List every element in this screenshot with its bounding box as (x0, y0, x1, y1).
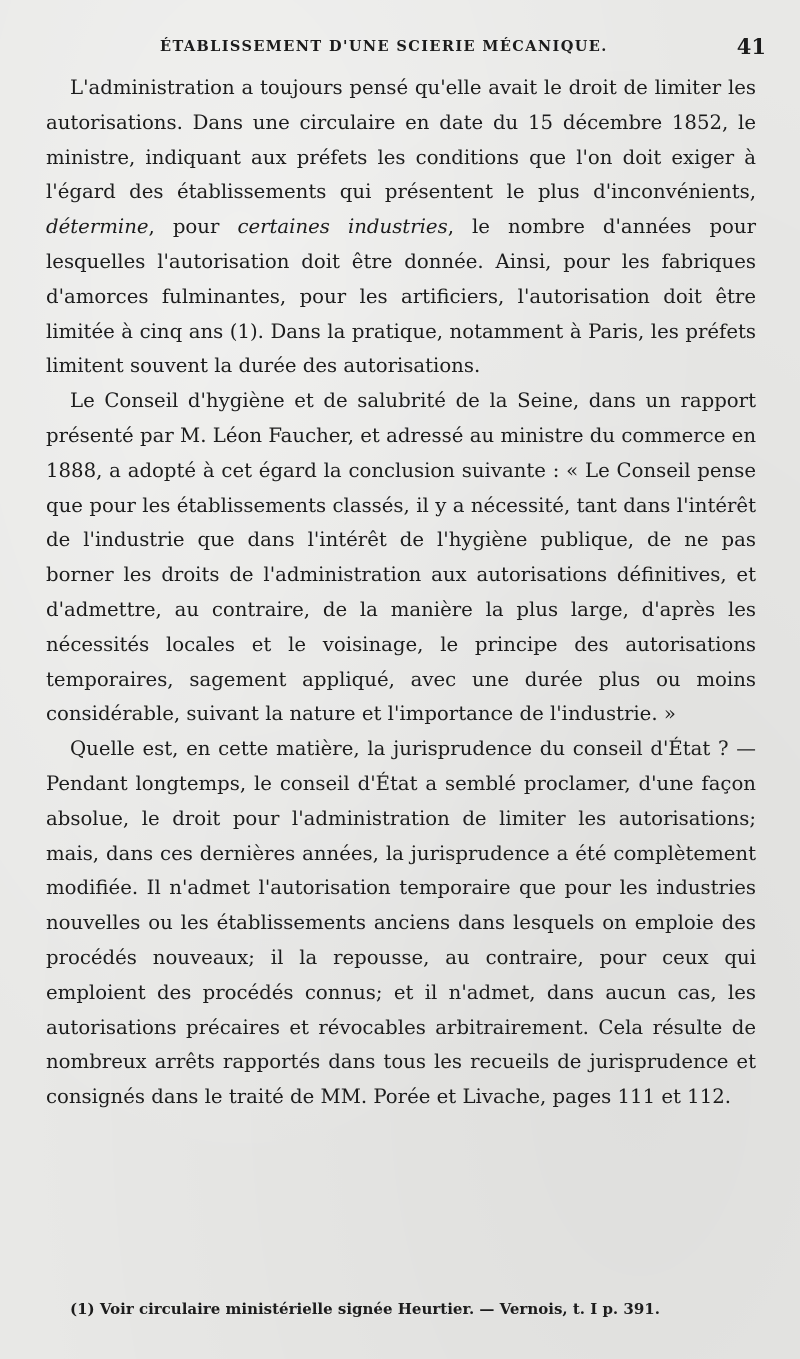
paragraph-text: , le nombre d'années pour lesquelles l'autorisation doit être donnée. Ainsi, pour les fabriques d'amorces fulminantes, pour les artificiers, l'autorisation doit être limitée à cinq ans (1). Dans la pratique, notamment à Paris, les préfets limitent souvent la durée des autorisations. (46, 215, 756, 378)
paragraph-text: , pour (148, 215, 238, 239)
running-header (0, 34, 800, 64)
running-title: ÉTABLISSEMENT D'UNE SCIERIE MÉCANIQUE. (160, 38, 608, 55)
paragraph-conseil-hygiene: Le Conseil d'hygiène et de salubrité de la Seine, dans un rapport présenté par M. Léon Faucher, et adressé au ministre du commerce en 1888, a adopté à cet égard la conclusion suivante : « Le Conseil pense que pour les établissements classés, il y a nécessité, tant dans l'intérêt de l'industrie que dans l'intérêt de l'hygiène publique, de ne pas borner les droits de l'administration aux autorisations définitives, et d'admettre, au contraire, de la manière la plus large, d'après les nécessités locales et le voisinage, le principe des autorisations temporaires, sagement appliqué, avec une durée plus ou moins considérable, suivant la nature et l'importance de l'industrie. » (46, 389, 756, 726)
italic-term: certaines industries (237, 215, 448, 239)
footnote: (1) Voir circulaire ministérielle signée Heurtier. — Vernois, t. I p. 391. (70, 1300, 660, 1318)
body-text (46, 71, 756, 1115)
paragraph-text: L'administration a toujours pensé qu'elle avait le droit de limiter les autorisations. Dans une circulaire en date du 15 décembre 1852, le ministre, indiquant aux préfets les conditions que l'on doit exiger à l'égard des établissements qui présentent le plus d'inconvénients, (46, 76, 756, 204)
italic-term: détermine (46, 215, 149, 239)
page-number: 41 (736, 34, 766, 59)
paragraph-jurisprudence: Quelle est, en cette matière, la jurisprudence du conseil d'État ? — Pendant longtemps, le conseil d'État a semblé proclamer, d'une façon absolue, le droit pour l'administration de limiter les autorisations; mais, dans ces dernières années, la jurisprudence a été complètement modifiée. Il n'admet l'autorisation temporaire que pour les industries nouvelles ou les établissements anciens dans lesquels on emploie des procédés nouveaux; il la repousse, au contraire, pour ceux qui emploient des procédés connus; et il n'admet, dans aucun cas, les autorisations précaires et révocables arbitrairement. Cela résulte de nombreux arrêts rapportés dans tous les recueils de jurisprudence et consignés dans le traité de MM. Porée et Livache, pages 111 et 112. (46, 737, 756, 1109)
paragraph-administration (46, 71, 756, 384)
